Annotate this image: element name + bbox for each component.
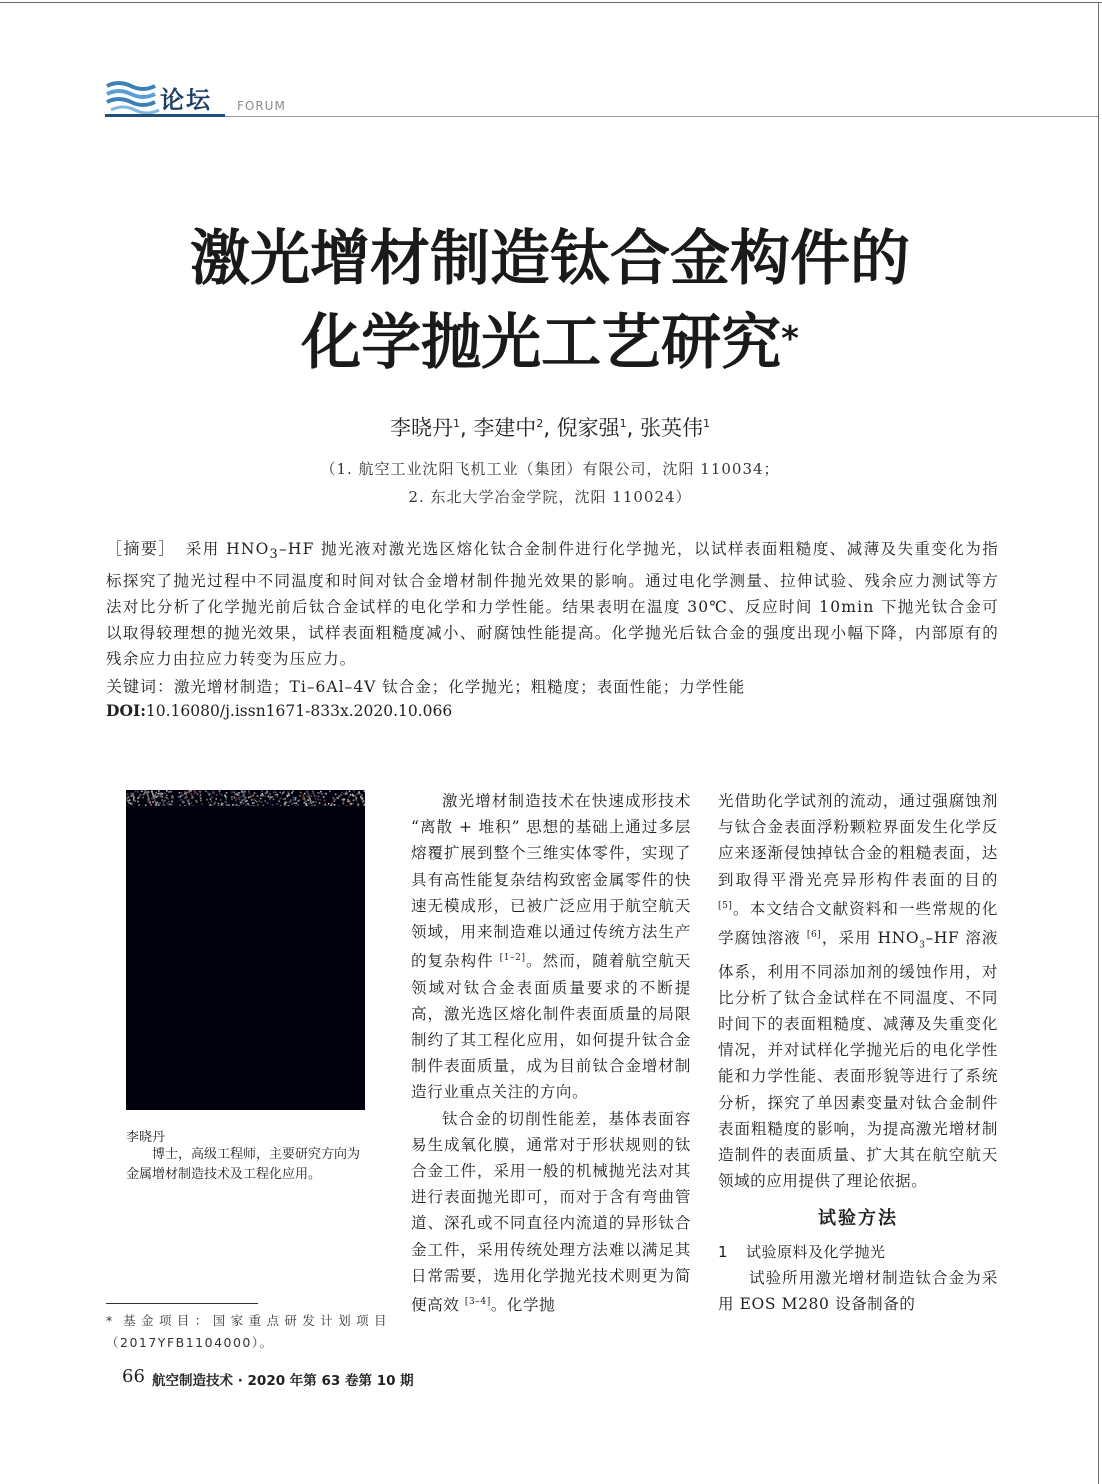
page-frame-top [0, 2, 1102, 3]
journal-info: 航空制造技术 · 2020 年第 63 卷第 10 期 [152, 1373, 414, 1389]
subsection-number: 1 [718, 1242, 729, 1261]
author-name: 倪家强 [556, 416, 620, 440]
page-frame-right [1098, 2, 1099, 1484]
keywords [106, 674, 999, 697]
abstract-label: ［摘要］ [106, 539, 176, 558]
doi-label: DOI: [106, 701, 146, 720]
forum-logo-icon [105, 78, 161, 114]
abstract [106, 536, 999, 672]
body-paragraph [718, 788, 998, 1194]
paper-title-line-2 [100, 306, 1000, 380]
citation: [1–2] [499, 953, 526, 964]
citation: [5] [718, 900, 733, 911]
body-text: 。本文结合文献资料和一些常规的化学腐蚀溶液 [718, 899, 998, 948]
photo-noise-strip [126, 790, 365, 806]
keywords-label: 关键词： [106, 677, 175, 696]
doi-value: 10.16080/j.issn1671-833x.2020.10.066 [145, 702, 453, 720]
author-affiliation-mark: 2 [536, 417, 544, 430]
body-text: ，采用 HNO [821, 929, 920, 948]
citation: [6] [806, 930, 822, 941]
abstract-text-start: 采用 HNO [185, 540, 270, 558]
author-affiliation-mark: 1 [619, 417, 627, 430]
section-name-en: FORUM [237, 99, 286, 113]
body-paragraph: 试验所用激光增材制造钛合金为采用 EOS M280 设备制备的 [718, 1268, 998, 1314]
footnote-rule [106, 1303, 258, 1304]
author-affiliation-mark: 1 [703, 417, 711, 430]
abstract-subscript: 3 [269, 547, 279, 563]
author-affiliation-mark: 1 [452, 417, 460, 430]
body-text: –HF 溶液体系，利用不同添加剂的缓蚀作用，对比分析了钛合金试样在不同温度、不同时间下的表面粗糙度、减薄及失重变化情况，并对试样化学抛光后的电化学性能和力学性能、表面形貌等进行了系统分析，探究了单因素变量对钛合金制件表面粗糙度的影响，为提高激光增材制造制件的表面质量、扩大其在航空航天领域的应用提供了理论依据。 [718, 929, 998, 1191]
author-list: 李晓丹$^1$, 李建中$^2$, 倪家强$^1$, 张英伟$^1$ [389, 416, 711, 440]
subsection-heading [718, 1239, 998, 1265]
section-name: 论坛 [160, 86, 212, 114]
body-paragraph [411, 1106, 691, 1319]
body-paragraph [411, 788, 691, 1106]
paper-title-line-2-text: 化学抛光工艺研究 [301, 308, 782, 378]
author-name: 李晓丹 [389, 416, 453, 440]
author-name: 李建中 [473, 416, 537, 440]
citation: [3–4] [464, 1297, 491, 1308]
bio-name: 李晓丹 [126, 1130, 166, 1145]
body-text: 钛合金的切削性能差，基体表面容易生成氧化膜，通常对于形状规则的钛合金工件，采用一般的机械抛光法对其进行表面抛光即可，而对于含有弯曲管道、深孔或不同直径内流道的异形钛合金工件，采用传统处理方法难以满足其日常需要，选用化学抛光技术则更为简便高效 [411, 1109, 691, 1315]
author-photo [126, 790, 365, 1110]
affiliation-line-2: 2. 东北大学冶金学院，沈阳 110024） [408, 488, 692, 506]
body-column-1 [411, 788, 691, 1318]
body-text: 激光增材制造技术在快速成形技术 “离散 + 堆积” 思想的基础上通过多层熔覆扩展到整个三维实体零件，实现了具有高性能复杂结构致密金属零件的快速无模成形，已被广泛应用于航空航天领域，用来制造难以通过传统方法生产的复杂构件 [411, 792, 691, 971]
body-text: 光借助化学试剂的流动，通过强腐蚀剂与钛合金表面浮粉颗粒界面发生化学反应来逐渐侵蚀掉钛合金的粗糙表面，达到取得平滑光亮异形构件表面的目的 [718, 792, 998, 889]
body-column-2 [718, 788, 998, 1317]
header-rule-accent [105, 114, 225, 117]
funding-footnote: * 基金项目：国家重点研发计划项目（2017YFB1104000）。 [106, 1313, 388, 1350]
bio-text: 博士，高级工程师，主要研究方向为金属增材制造技术及工程化应用。 [126, 1147, 361, 1182]
abstract-text: –HF 抛光液对激光选区熔化钛合金制件进行化学抛光，以试样表面粗糙度、减薄及失重变化为指标探究了抛光过程中不同温度和时间对钛合金增材制件抛光效果的影响。通过电化学测量、拉伸试验、残余应力测试等方法对比分析了化学抛光前后钛合金试样的电化学和力学性能。结果表明在温度 30℃、反应时间 10min 下抛光钛合金可以取得较理想的抛光效果，试样表面粗糙度减小、耐腐蚀性能提高。化学抛光后钛合金的强度出现小幅下降，内部原有的残余应力由拉应力转变为压应力。 [106, 540, 999, 669]
doi [106, 701, 452, 720]
header-rule [225, 116, 1098, 117]
funding-mark: * [781, 319, 799, 359]
body-text: 。化学抛 [490, 1296, 556, 1315]
author-name: 张英伟 [640, 416, 704, 440]
paper-title-line-1: 激光增材制造钛合金构件的 [190, 224, 910, 294]
page-number: 66 [122, 1366, 145, 1387]
subsection-title: 试验原料及化学抛光 [746, 1242, 886, 1261]
body-text: 。然而，随着航空航天领域对钛合金表面质量要求的不断提高，激光选区熔化制件表面质量的局限制约了其工程化应用，如何提升钛合金制件表面质量，成为目前钛合金增材制造行业重点关注的方向。 [411, 952, 691, 1102]
subscript: 3 [919, 940, 926, 951]
keywords-text: 激光增材制造；Ti–6Al–4V 钛合金；化学抛光；粗糙度；表面性能；力学性能 [174, 678, 746, 696]
affiliation-line-1: （1. 航空工业沈阳飞机工业（集团）有限公司，沈阳 110034； [320, 460, 780, 478]
section-heading: 试验方法 [818, 1208, 898, 1230]
